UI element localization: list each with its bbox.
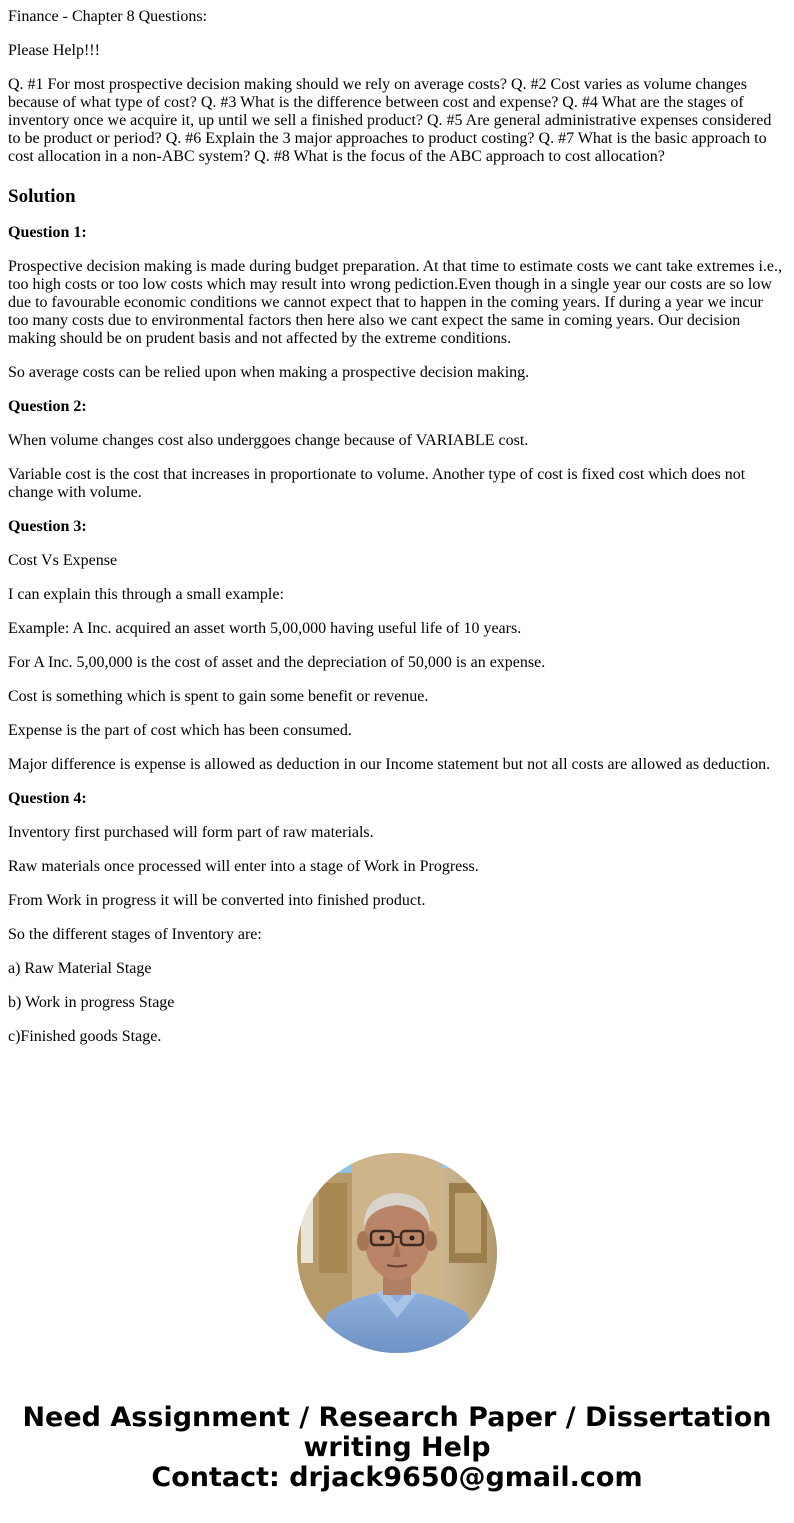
question-body: Q. #1 For most prospective decision making should we rely on average costs? Q. #2 Cost varies as volume changes because of what type of cost? Q. #3 What is the difference between cost and expense? Q. #4 What are the stages of inventory once we acquire it, up until we sell a finished product? Q. #5 Are general administrative expenses considered to be product or period? Q. #6 Explain the 3 major approaches to product costing? Q. #7 What is the basic approach to cost allocation in a non-ABC system? Q. #8 What is the focus of the ABC approach to cost allocation? — [8, 76, 772, 165]
answer-3-paragraph: Cost Vs Expense — [8, 552, 118, 569]
promo-line-2: writing Help — [303, 1432, 491, 1463]
promo-banner — [0, 1403, 794, 1493]
answer-4-paragraph: From Work in progress it will be converted into finished product. — [8, 892, 426, 909]
answer-3-paragraph: I can explain this through a small example: — [8, 586, 284, 603]
question-2-label: Question 2: — [8, 398, 87, 415]
answer-3-paragraph: Cost is something which is spent to gain some benefit or revenue. — [8, 688, 429, 705]
question-title: Finance - Chapter 8 Questions: — [8, 8, 208, 25]
answer-3-paragraph: Major difference is expense is allowed as deduction in our Income statement but not all costs are allowed as deduction. — [8, 756, 771, 773]
question-4-label: Question 4: — [8, 790, 87, 807]
answer-1-paragraph: Prospective decision making is made during budget preparation. At that time to estimate costs we cant take extremes i.e., too high costs or too low costs which may result into wrong pediction.Even though in a single year our costs are so low due to favourable economic conditions we cannot expect that to happen in the coming years. If during a year we incur too many costs due to environmental factors then here also we cant expect the same in coming years. Our decision making should be on prudent basis and not affected by the extreme conditions. — [8, 258, 783, 347]
answer-1-paragraph: So average costs can be relied upon when making a prospective decision making. — [8, 364, 530, 381]
promo-contact: Contact: drjack9650@gmail.com — [151, 1462, 643, 1493]
answer-4-list-item: a) Raw Material Stage — [8, 960, 152, 977]
answer-4-paragraph: Raw materials once processed will enter into a stage of Work in Progress. — [8, 858, 479, 875]
answer-4-paragraph: So the different stages of Inventory are: — [8, 926, 262, 943]
answer-2-paragraph: Variable cost is the cost that increases in proportionate to volume. Another type of cost is fixed cost which does not change with volume. — [8, 466, 746, 501]
solution-heading: Solution — [8, 186, 76, 207]
promo-line-1: Need Assignment / Research Paper / Dissertation — [22, 1402, 772, 1433]
question-plea: Please Help!!! — [8, 42, 100, 59]
answer-3-paragraph: For A Inc. 5,00,000 is the cost of asset and the depreciation of 50,000 is an expense. — [8, 654, 546, 671]
question-3-label: Question 3: — [8, 518, 87, 535]
tutor-portrait-image — [297, 1153, 497, 1353]
tutor-avatar — [297, 1153, 497, 1353]
answer-3-paragraph: Example: A Inc. acquired an asset worth 5,00,000 having useful life of 10 years. — [8, 620, 522, 637]
answer-4-list-item: b) Work in progress Stage — [8, 994, 175, 1011]
document-body — [8, 0, 786, 1062]
answer-4-paragraph: Inventory first purchased will form part of raw materials. — [8, 824, 374, 841]
answer-3-paragraph: Expense is the part of cost which has been consumed. — [8, 722, 352, 739]
answer-4-list-item: c)Finished goods Stage. — [8, 1028, 162, 1045]
question-1-label: Question 1: — [8, 224, 87, 241]
answer-2-paragraph: When volume changes cost also underggoes change because of VARIABLE cost. — [8, 432, 529, 449]
